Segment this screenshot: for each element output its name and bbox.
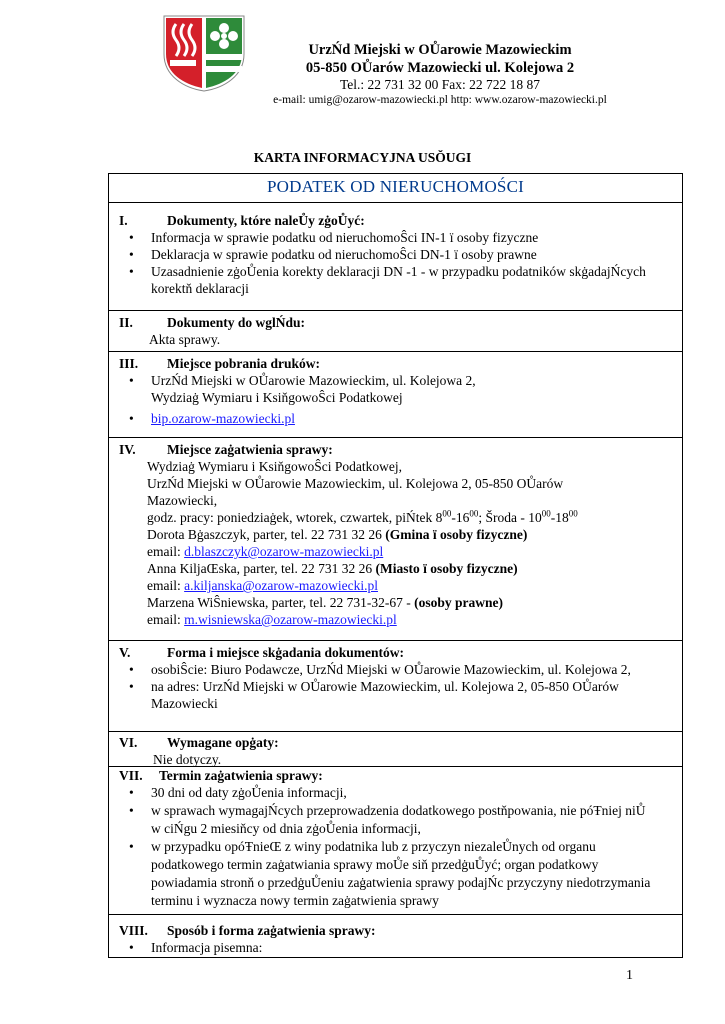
section-documents	[119, 212, 674, 297]
contact-person: Dorota Bġaszczyk, parter, tel. 22 731 32 26 (Gmina ï osoby fizyczne)	[147, 527, 528, 542]
section-review-documents	[119, 314, 674, 348]
email-link[interactable]: a.kiljanska@ozarow-mazowiecki.pl	[184, 578, 378, 593]
list-item-cont: w ciŃgu 2 miesiňcy od dnia zġoŮenia informacji,	[151, 821, 421, 836]
section-number: II.	[119, 315, 133, 330]
section-title: Termin zaġatwienia sprawy:	[159, 768, 323, 783]
list-item: • osobiŜcie: Biuro Podawcze, UrzŃd Miejski w OŮarowie Mazowieckim, ul. Kolejowa 2,	[151, 661, 674, 678]
office-name: UrzŃd Miejski w OŮarowie Mazowieckim	[308, 42, 572, 58]
email-link[interactable]: d.blaszczyk@ozarow-mazowiecki.pl	[184, 544, 384, 559]
list-item-cont: Mazowiecki	[151, 696, 218, 711]
section-handling-place	[119, 441, 674, 628]
divider	[109, 731, 682, 732]
list-item: na adres: UrzŃd Miejski w OŮarowie Mazowieckim, ul. Kolejowa 2, 05-850 OŮarów	[151, 679, 619, 694]
section-number: VI.	[119, 735, 138, 750]
service-title: PODATEK OD NIERUCHOMOŚCI	[267, 177, 524, 196]
list-item: UrzŃd Miejski w OŮarowie Mazowieckim, ul. Kolejowa 2,	[151, 373, 476, 388]
coat-of-arms-logo	[162, 14, 246, 92]
office-line: UrzŃd Miejski w OŮarowie Mazowieckim, ul. Kolejowa 2, 05-850 OŮarów	[147, 476, 564, 491]
list-item: • Informacja w sprawie podatku od nieruchomoŜci IN-1 ï osoby fizyczne	[151, 229, 674, 246]
contact-email: email: a.kiljanska@ozarow-mazowiecki.pl	[147, 578, 378, 593]
section-deadline: VII. Termin zaġatwienia sprawy: • 30 dni od daty zġoŮenia informacji, • w sprawach wymagajŃcych przeprowadzenia dodatkowego postňpowania, nie póŦniej niŮ w ciŃgu 2 miesiňcy od dnia zġoŮenia informacji, • w przypadku opóŦnieŒ z winy podatnika lub z przyczyn niezaleŮnych od organu podatkowego termin zaġatwiania sprawy moŮe siň przedġuŮyć; organ podatkowy powiadamia stronň o przedġuŮeniu zaġatwienia sprawy podajŃc przyczyny niedotrzymania terminu i wyznacza nowy termin zaġatwienia sprawy	[119, 767, 674, 910]
bip-link[interactable]: bip.ozarow-mazowiecki.pl	[151, 411, 295, 426]
section-title: Wymagane opġaty:	[167, 735, 279, 750]
divider	[109, 202, 682, 203]
section-title: Dokumenty do wglŃdu:	[167, 315, 306, 330]
divider	[109, 310, 682, 311]
section-fees	[119, 734, 674, 768]
list-item-cont: Wydziaġ Wymiaru i KsiňgowoŜci Podatkowej	[151, 390, 403, 405]
section-title: Miejsce zaġatwienia sprawy:	[167, 442, 333, 457]
divider	[109, 914, 682, 915]
document-title: KARTA INFORMACYJNA USŎUGI	[253, 150, 472, 165]
email-link[interactable]: m.wisniewska@ozarow-mazowiecki.pl	[184, 612, 397, 627]
department: Wydziaġ Wymiaru i KsiňgowoŜci Podatkowej,	[147, 459, 402, 474]
office-contact: e-mail: umig@ozarow-mazowiecki.pl http: www.ozarow-mazowiecki.pl	[273, 94, 607, 106]
divider	[109, 437, 682, 438]
list-item: • Informacja pisemna:	[151, 939, 674, 956]
list-item: • Deklaracja w sprawie podatku od nieruchomoŜci DN-1 ï osoby prawne	[151, 246, 674, 263]
office-line: Mazowiecki,	[147, 493, 218, 508]
section-number: VII.	[119, 768, 143, 783]
section-forms-location	[119, 355, 674, 427]
contact-email: email: m.wisniewska@ozarow-mazowiecki.pl	[147, 612, 397, 627]
section-title: Miejsce pobrania druków:	[167, 356, 320, 371]
section-submission	[119, 644, 674, 712]
section-text: Akta sprawy.	[149, 332, 221, 347]
section-title: Forma i miejsce skġadania dokumentów:	[167, 645, 404, 660]
office-hours: godz. pracy: poniedziaġek, wtorek, czwartek, piŃtek $8^{00}-16^{00}$; Šroda - $10^{00}-18^{00}$	[147, 508, 578, 525]
section-handling-form	[119, 922, 674, 956]
section-text: Nie dotyczy.	[153, 752, 222, 767]
contact-person: Anna KiljaŒska, parter, tel. 22 731 32 26 (Miasto ï osoby fizyczne)	[147, 561, 518, 576]
section-number: VIII.	[119, 923, 148, 938]
section-number: V.	[119, 645, 131, 660]
section-number: IV.	[119, 442, 136, 457]
section-number: III.	[119, 356, 139, 371]
section-title: Dokumenty, które naleŮy zġoŮyć:	[167, 213, 365, 228]
office-phone: Tel.: 22 731 32 00 Fax: 22 722 18 87	[339, 77, 541, 92]
divider	[109, 640, 682, 641]
info-table	[108, 173, 683, 958]
list-item: • Uzasadnienie zġoŮenia korekty deklaracji DN -1 - w przypadku podatników skġadajŃcych korektň deklaracji	[151, 263, 674, 297]
section-number: I.	[119, 213, 128, 228]
divider	[109, 351, 682, 352]
contact-email: email: d.blaszczyk@ozarow-mazowiecki.pl	[147, 544, 384, 559]
office-address: 05-850 OŮarów Mazowiecki ul. Kolejowa 2	[305, 60, 575, 76]
section-title: Sposób i forma zaġatwienia sprawy:	[167, 923, 376, 938]
list-item: w przypadku opóŦnieŒ z winy podatnika lub z przyczyn niezaleŮnych od organu	[151, 839, 596, 854]
contact-person: Marzena WiŜniewska, parter, tel. 22 731-32-67 - (osoby prawne)	[147, 595, 503, 610]
list-item: w sprawach wymagajŃcych przeprowadzenia dodatkowego postňpowania, nie póŦniej niŮ	[151, 803, 646, 818]
page-number: 1	[626, 968, 633, 983]
list-item: • 30 dni od daty zġoŮenia informacji,	[151, 784, 674, 802]
